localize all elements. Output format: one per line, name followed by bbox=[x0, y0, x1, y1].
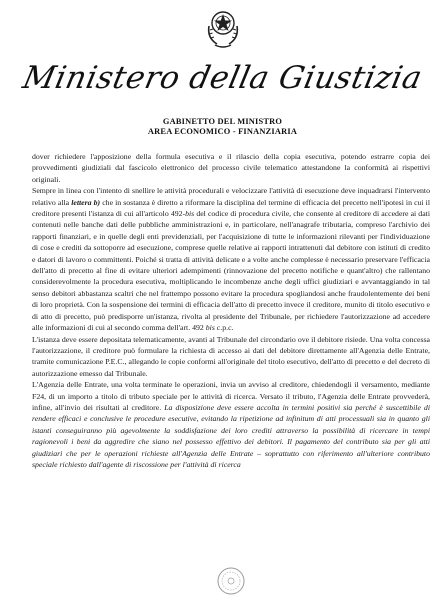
paragraph-2-text-a: Sempre in linea con l'intento di snellire le attività procedurali e velocizzare l'attività di esecuzione deve inquadrarsi l'intervento relativo alla bbox=[32, 186, 430, 207]
paragraph-2-text-g: c.p.c. bbox=[214, 323, 234, 333]
seal-stamp-icon bbox=[216, 566, 246, 596]
paragraph-2-lettera-b: lettera b) bbox=[71, 197, 101, 207]
paragraph-2 bbox=[32, 185, 430, 333]
department-line-1: GABINETTO DEL MINISTRO bbox=[162, 117, 283, 126]
document-body bbox=[32, 151, 430, 470]
department-line-2: AREA ECONOMICO - FINANZIARIA bbox=[147, 127, 298, 136]
paragraph-2-text-c: che in sostanza è diretto a riformare la disciplina del termine di efficacia del precetto nell'ipotesi in cui il creditore presenti l'istanza di cui all'articolo 492- bbox=[32, 197, 430, 219]
paragraph-2-bis-1: bis bbox=[185, 209, 195, 219]
paragraph-2-text-e: del codice di procedura civile, che consente al creditore di accedere ai dati contenuti nelle banche dati delle pubbliche amministrazioni e, in particolare, nell'anagrafe tributaria, compreso l'archivio dei rapporti finanziari, e in quelle degli enti previdenziali, per l'acquisizione di tutte le informazioni rilevanti per l'individuazione di cose e crediti da sottoporre ad esecuzione, comprese quelle relative ai rapporti intrattenuti dal debitore con istituti di credito e datori di lavoro o committenti. Poiché si tratta di attività delicate e a volte anche complesse è necessario preservare l'efficacia dell'atto di precetto al fine di evitare ulteriori adempimenti (rinnovazione del precetto notifiche e quant'altro) che rallentano considerevolmente la procedura esecutiva, moltiplicando le incombenze anche degli uffici giudiziari e avvantaggiando in tal senso debitori abbastanza scaltri che nel frattempo possono evitare la procedura spogliandosi anche fraudolentemente dei beni di loro proprietà. Con la sospensione dei termini di efficacia dell'atto di precetto invece il creditore, munito di titolo esecutivo e di atto di precetto, può predisporre un'istanza, rivolta al presidente del Tribunale, per richiedere l'autorizzazione ad accedere alle informazioni di cui al secondo comma dell'art. 492 bbox=[32, 209, 430, 333]
paragraph-4 bbox=[32, 379, 430, 470]
paragraph-3: L'istanza deve essere depositata telematicamente, avanti al Tribunale del circondario ove il debitore risiede. Una volta concessa l'autorizzazione, il creditore può formulare la richiesta di accesso ai dati del debitore direttamente all'Agenzia delle Entrate, tramite comunicazione P.E.C., allegando le copie conformi all'originale del titolo esecutivo, dell'atto di precetto e del decreto di autorizzazione emesso dal Tribunale. bbox=[32, 334, 430, 378]
paragraph-4-text-a: L'Agenzia delle Entrate, una volta terminate le operazioni, invia un avviso al creditore, chiedendogli il versamento, mediante F24, di un importo a titolo di tributo speciale per le attività di ricerca. Versato il tributo, l'Agenzia delle Entrate provvederà, infine, all'invio dei risultati al creditore. bbox=[32, 380, 430, 412]
paragraph-4-italic-text: La disposizione deve essere accolta in termini positivi sia perché è suscettibile di rendere efficaci e conclusive le procedure esecutive, evitando la ripetizione ad infinitum di atti processuali sia in quanto gli istanti conseguiranno più agevolmente la soddisfazione dei loro crediti attraverso la possibilità di ricercare in tempi ragionevoli i beni da aggredire che siano nel possesso effettivo dei debitori. Il pagamento del contributo sia per gli atti giudiziari che per le operazioni richieste all'Agenzia delle Entrate – soprattutto con riferimento all'ulteriore contributo speciale richiesto dall'agente di riscossione per l'attività di ricerca bbox=[32, 402, 430, 469]
italian-republic-emblem-icon bbox=[203, 4, 243, 50]
ministry-name: Ministero della Giustizia bbox=[19, 60, 426, 96]
paragraph-2-bis-2: bis bbox=[205, 323, 215, 333]
paragraph-1: dover richiedere l'apposizione della formula esecutiva e il rilascio della copia esecutiva, potendo estrarre copia dei provvedimenti giudiziali dal fascicolo elettronico del processo civile telematico attestandone la conformità ai rispettivi originali. bbox=[32, 152, 430, 184]
